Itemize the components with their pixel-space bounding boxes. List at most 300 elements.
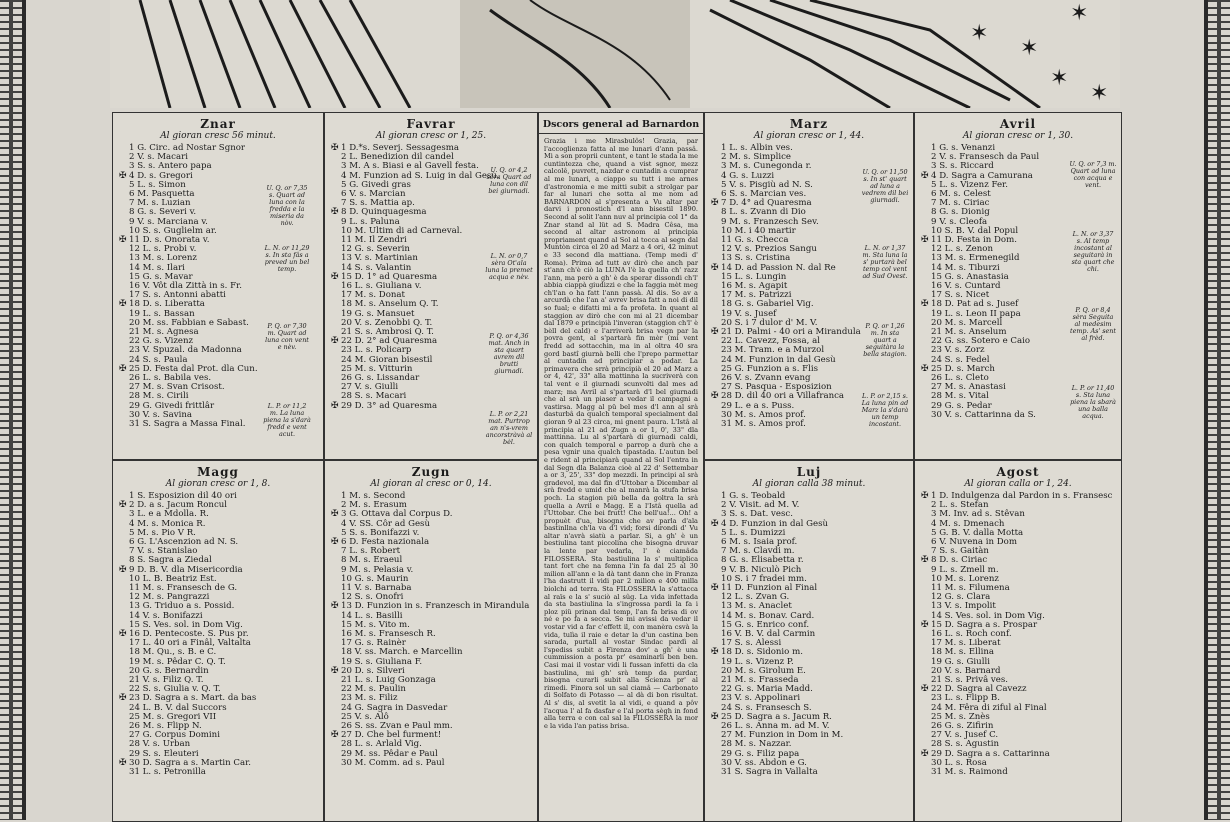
day-text: 26 S. ss. Zvan e Paul mm.	[341, 721, 453, 732]
cross-icon	[921, 602, 931, 611]
cross-icon: ✠	[331, 143, 339, 153]
month-title: Favrar	[406, 117, 456, 131]
cross-icon: ✠	[921, 299, 929, 310]
phase-note: P. Q. or 8,4 sèra Seguita al medesim temp. As' sent al frèd.	[1070, 306, 1116, 342]
cross-icon	[331, 319, 341, 328]
day-text: 1 G. s. Teobald	[721, 491, 786, 501]
day-text: 31 M. s. Amos prof.	[721, 419, 806, 430]
phase-note: L. P. or 11,40 s. Sta luna piena la sbarà una balla acqua.	[1070, 384, 1116, 420]
day-text: 16 V. B. V. dal Carmin	[721, 629, 816, 640]
cross-icon	[331, 759, 341, 768]
day-text: 18 M. s. Anselum Q. T.	[341, 299, 439, 310]
cross-icon	[331, 676, 341, 685]
month-subtitle: Al gioran cresc 56 minut.	[160, 131, 276, 141]
cross-icon: ✠	[331, 336, 339, 347]
day-text: 17 G. s. Rainèr	[341, 638, 406, 649]
day-text: 10 S. s. Guglielm ar.	[129, 225, 217, 236]
cross-icon: ✠	[331, 271, 339, 282]
day-text: 12 S. s. Onofri	[341, 592, 404, 603]
month-panel-magg	[112, 460, 324, 822]
cross-icon	[119, 575, 129, 584]
month-subtitle: Al gioran cresc or 1, 8.	[165, 479, 271, 489]
day-text: 21 S. s. Privâ ves.	[931, 675, 1009, 686]
day-text: 3 G. Ottava dal Corpus D.	[341, 509, 453, 520]
day-text: 20 M. s. Girolum E.	[721, 665, 806, 676]
month-subtitle: Al gioran cresc or 1, 44.	[753, 131, 865, 141]
day-text: 17 L. 40 ori a Finâl, Valtalta	[129, 638, 251, 649]
day-text: 12 M. s. Pangrazzi	[129, 592, 210, 603]
day-text: 26 V. s. Zvann evang	[721, 373, 811, 384]
day-text: 9 V. s. Cleofa	[931, 216, 988, 227]
day-text: 22 G. s. Maria Madd.	[721, 684, 813, 695]
cross-icon	[711, 402, 721, 411]
cross-icon: ✠	[711, 583, 719, 594]
cross-icon	[711, 731, 721, 740]
day-text: 18 M. Qu., s. B. e C.	[129, 647, 217, 658]
day-text: 30 L. s. Rosa	[931, 757, 987, 768]
day-text: 2 M. s. Simplice	[721, 152, 792, 163]
day-text: 26 M. s. Flipp N.	[129, 721, 202, 732]
day-text: 14 S. Ves. sol. in Dom Vig.	[931, 610, 1045, 621]
cross-icon	[921, 319, 931, 328]
day-text: 11 D. Funzion al Final	[721, 583, 818, 594]
cross-icon	[921, 374, 931, 383]
day-text: 30 V. s. Savina	[129, 409, 192, 420]
day-text: 23 L. s. Policarp	[341, 345, 412, 356]
cross-icon	[119, 273, 129, 282]
month-title: Luj	[796, 465, 822, 479]
day-text: 21 M. s. Anselum	[931, 327, 1007, 338]
cross-icon	[119, 602, 129, 611]
day-text: 4 M. Funzion ad S. Luig in dal Gesù.	[341, 170, 500, 181]
cross-icon	[921, 411, 931, 420]
day-text: 15 S. Ves. sol. in Dom Vig.	[129, 619, 243, 630]
day-text: 22 L. Cavezz, Fossa, al	[721, 336, 820, 347]
cross-icon	[119, 658, 129, 667]
right-ornament-border	[1208, 0, 1230, 820]
cross-icon	[711, 667, 721, 676]
month-subtitle: Al gioran calla or 1, 24.	[964, 479, 1072, 489]
day-text: 17 S. s. Antonni abatti	[129, 290, 226, 301]
day-text: 21 D. Palmi - 40 ori a Mirandula	[721, 327, 861, 338]
day-text: 18 D. Pat ad s. Jusef	[931, 299, 1019, 310]
left-ornament-border	[0, 0, 22, 820]
cross-icon	[331, 172, 341, 181]
cross-icon	[331, 556, 341, 565]
day-text: 6 M. s. Celest	[931, 189, 991, 200]
cross-icon	[711, 218, 721, 227]
day-text: 9 V. s. Marciana v.	[129, 216, 208, 227]
day-text: 6 G. L'Ascenzion ad N. S.	[129, 537, 239, 548]
phase-note: L. P. or 2,21 mat. Purtrop an n's-vrem ancorstràvà al bèl.	[485, 410, 533, 446]
day-text: 28 D. dil 40 ori a Villafranca	[721, 391, 845, 402]
cross-icon	[921, 402, 931, 411]
day-text: 26 L. s. Anna m. ad M. V.	[721, 721, 830, 732]
day-text: 12 V. s. Prezios Sangu	[721, 244, 817, 255]
cross-icon	[711, 740, 721, 749]
day-text: 30 M. Comm. ad s. Paul	[341, 757, 445, 768]
day-text: 22 D. 2° ad Quaresma	[341, 336, 438, 347]
day-text: 16 L. s. Giuliana v.	[341, 281, 422, 292]
cross-icon	[331, 750, 341, 759]
cross-icon	[921, 501, 931, 510]
day-text: 24 S. s. Fransesch S.	[721, 702, 812, 713]
day-text: 1 S. Esposizion dil 40 ori	[129, 491, 237, 501]
cross-icon	[921, 337, 931, 346]
day-text: 2 V. Visit. ad M. V.	[721, 500, 800, 511]
cross-icon	[331, 227, 341, 236]
day-text: 14 M. s. Tiburzi	[931, 262, 1000, 273]
day-text: 12 G. s. Clara	[931, 592, 991, 603]
day-text: 24 S. s. Paula	[129, 354, 188, 365]
day-text: 15 M. s. Vito m.	[341, 619, 410, 630]
day-text: 25 G. Funzion a s. Flis	[721, 363, 819, 374]
day-text: 25 D. s. March	[931, 363, 995, 374]
cross-icon	[921, 529, 931, 538]
cross-icon: ✠	[119, 299, 127, 310]
day-text: 8 M. s. Eraeul	[341, 555, 403, 566]
cross-icon: ✠	[711, 262, 719, 273]
day-text: 30 V. ss. Abdon e G.	[721, 757, 807, 768]
day-text: 27 D. Che bel furment!	[341, 730, 442, 741]
day-list	[705, 492, 913, 777]
cross-icon	[921, 639, 931, 648]
day-text: 9 M. s. Pelasia v.	[341, 564, 414, 575]
day-text: 23 M. Tram. e a Murzol	[721, 345, 825, 356]
cross-icon: ✠	[711, 647, 719, 658]
cross-icon: ✠	[711, 391, 719, 402]
day-text: 14 D. ad Passion N. dal Re	[721, 262, 836, 273]
cross-icon	[711, 346, 721, 355]
cross-icon: ✠	[921, 684, 929, 695]
cross-icon	[331, 713, 341, 722]
cross-icon	[921, 310, 931, 319]
cross-icon	[331, 356, 341, 365]
day-text: 21 M. s. Agnesa	[129, 327, 199, 338]
cross-icon: ✠	[711, 711, 719, 722]
cross-icon: ✠	[331, 730, 339, 741]
day-text: 9 V. B. Niculò Pich	[721, 564, 802, 575]
cross-icon	[921, 510, 931, 519]
day-text: 19 S. s. Giuliana F.	[341, 656, 423, 667]
day-text: 29 D. Sagra a s. Cattarinna	[931, 748, 1050, 759]
day-text: 8 D. s. Ciriac	[931, 555, 988, 566]
cross-icon: ✠	[119, 564, 127, 575]
day-text: 25 V. s. Alô	[341, 711, 389, 722]
cross-icon	[921, 190, 931, 199]
phase-note: U. Q. or 11,50 s. In st' quart ad luna a vedrem dil bei giurnadi.	[861, 168, 909, 204]
day-text: 20 S. i 7 dulor d' M. V.	[721, 317, 818, 328]
day-text: 4 D. Funzion in dal Gesù	[721, 518, 829, 529]
cross-icon	[711, 612, 721, 621]
cross-icon	[119, 420, 129, 429]
day-text: 15 D. Sagra a s. Prospar	[931, 619, 1038, 630]
day-text: 6 D. Festa nazionala	[341, 537, 430, 548]
left-inner-rule	[22, 0, 26, 820]
cross-icon	[711, 181, 721, 190]
day-text: 4 M. s. Monica R.	[129, 518, 206, 529]
cross-icon	[119, 337, 129, 346]
day-text: 4 D. s. Gregori	[129, 170, 193, 181]
day-text: 13 S. s. Cristina	[721, 253, 791, 264]
day-text: 29 G. s. Pedar	[931, 400, 992, 411]
day-text: 1 G. s. Venanzi	[931, 143, 996, 153]
cross-icon	[921, 181, 931, 190]
day-text: 22 G. s. Vizenz	[129, 336, 194, 347]
day-text: 10 S. i 7 fradei mm.	[721, 573, 807, 584]
day-text: 25 M. s. Vitturin	[341, 363, 413, 374]
day-text: 23 V. s. Zorz	[931, 345, 985, 356]
cross-icon	[921, 218, 931, 227]
day-text: 4 G. s. Luzzi	[721, 170, 775, 181]
day-text: 10 G. s. Maurin	[341, 573, 409, 584]
cross-icon	[331, 190, 341, 199]
article-title: Dscors general ad Barnardon	[539, 119, 703, 134]
cross-icon	[711, 245, 721, 254]
day-text: 23 D. Sagra a s. Mart. da bas	[129, 693, 257, 704]
cross-icon	[921, 153, 931, 162]
month-title: Zugn	[411, 465, 451, 479]
day-text: 31 L. s. Petronilla	[129, 767, 206, 778]
day-text: 3 S. s. Dat. vesc.	[721, 509, 793, 520]
day-entry	[331, 759, 537, 768]
day-text: 26 G. s. Lissandar	[341, 373, 420, 384]
day-text: 31 M. s. Raimond	[931, 767, 1008, 778]
day-text: 4 D. Sagra a Camurana	[931, 170, 1033, 181]
phase-note: U. Q. or 4,2 sèra Quart ad luna con dil bei giurnadi.	[486, 166, 532, 195]
cross-icon	[711, 630, 721, 639]
day-text: 16 L. s. Roch conf.	[931, 629, 1012, 640]
cross-icon	[119, 383, 129, 392]
cross-icon	[331, 282, 341, 291]
day-text: 5 G. B. V. dalla Motta	[931, 527, 1024, 538]
phase-note: L. N. or 11,29 s. In sta fâs a preved un bel temp.	[264, 244, 310, 273]
cross-icon	[711, 236, 721, 245]
day-text: 28 M. s. Nazzar.	[721, 739, 792, 750]
day-list	[325, 492, 537, 768]
cross-icon	[119, 731, 129, 740]
cross-icon	[921, 392, 931, 401]
article-column	[538, 112, 704, 822]
day-text: 20 V. s. Barnard	[931, 665, 1001, 676]
cross-icon: ✠	[119, 500, 127, 511]
day-text: 21 M. s. Frasseda	[721, 675, 799, 686]
cross-icon	[921, 566, 931, 575]
cross-icon	[119, 402, 129, 411]
day-text: 10 M. i 40 martir	[721, 225, 796, 236]
day-text: 28 S. s. Agustin	[931, 739, 999, 750]
day-text: 18 M. s. Ellina	[931, 647, 994, 658]
day-text: 5 L. s. Dumizzi	[721, 527, 786, 538]
cross-icon	[119, 411, 129, 420]
day-entry	[921, 768, 1121, 777]
day-text: 29 S. s. Eleuteri	[129, 748, 199, 759]
cross-icon: ✠	[711, 327, 719, 338]
day-text: 10 M. s. Lorenz	[931, 573, 999, 584]
day-text: 14 S. s. Valantin	[341, 262, 412, 273]
day-text: 6 V. Nuvena in Dom	[931, 537, 1017, 548]
cross-icon	[921, 245, 931, 254]
cross-icon	[711, 420, 721, 429]
day-text: 9 D. B. V. dla Misericordia	[129, 564, 243, 575]
cross-icon	[119, 639, 129, 648]
cross-icon	[119, 218, 129, 227]
day-text: 19 V. s. Jusef	[721, 308, 777, 319]
day-text: 11 D. s. Onorata v.	[129, 235, 210, 246]
cross-icon	[711, 621, 721, 630]
day-text: 27 S. Pasqua - Esposizion	[721, 382, 832, 393]
cross-icon	[921, 630, 931, 639]
svg-text:✶: ✶	[1020, 36, 1039, 61]
month-panel-agost	[914, 460, 1122, 822]
phase-note: U. Q. or 7,3 m. Quart ad luna con acqua e vent.	[1069, 160, 1117, 189]
day-text: 8 G. s. Severi v.	[129, 207, 197, 218]
cross-icon: ✠	[119, 235, 127, 246]
day-text: 20 M. s. Marcell	[931, 317, 1003, 328]
cross-icon	[331, 648, 341, 657]
cross-icon	[331, 584, 341, 593]
day-text: 2 V. s. Macari	[129, 152, 188, 163]
day-text: 24 L. B. V. dal Succors	[129, 702, 227, 713]
day-text: 29 G. Givedi frittlâr	[129, 400, 215, 411]
day-text: 4 V. SS. Côr ad Gesù	[341, 518, 430, 529]
day-text: 6 M. Pasquetta	[129, 189, 195, 200]
day-entry	[119, 768, 323, 777]
cross-icon	[331, 383, 341, 392]
day-text: 21 L. s. Luig Gonzaga	[341, 675, 436, 686]
cross-icon	[711, 538, 721, 547]
cross-icon	[119, 704, 129, 713]
cross-icon	[331, 300, 341, 309]
day-text: 18 G. s. Gabariel Vig.	[721, 299, 814, 310]
day-text: 23 L. s. Flipp B.	[931, 693, 1000, 704]
cross-icon	[921, 328, 931, 337]
cross-icon	[331, 621, 341, 630]
day-text: 17 M. s. Donat	[341, 290, 405, 301]
cross-icon	[119, 510, 129, 519]
day-text: 16 V. s. Cuntard	[931, 281, 1001, 292]
day-text: 25 D. Sagra a s. Jacum R.	[721, 711, 832, 722]
day-text: 27 M. s. Anastasi	[931, 382, 1006, 393]
day-text: 16 M. s. Agapit	[721, 281, 788, 292]
day-text: 29 M. ss. Pêdar e Paul	[341, 748, 438, 759]
cross-icon	[119, 254, 129, 263]
cross-icon	[921, 768, 931, 777]
day-text: 25 D. Festa dal Prot. dla Cun.	[129, 363, 258, 374]
day-text: 3 S. s. Riccard	[931, 161, 994, 172]
day-text: 5 L. s. Simon	[129, 179, 186, 190]
month-panel-avril	[914, 112, 1122, 460]
cross-icon	[331, 704, 341, 713]
day-text: 26 L. s. Babila ves.	[129, 373, 212, 384]
cross-icon: ✠	[331, 207, 339, 218]
cross-icon	[331, 575, 341, 584]
day-text: 16 V. Vôt dla Zittà in s. Fr.	[129, 281, 242, 292]
cross-icon	[331, 346, 341, 355]
day-text: 27 V. s. Jusef C.	[931, 730, 999, 741]
day-text: 13 M. s. Anaclet	[721, 601, 792, 612]
day-text: 27 M. Funzion in Dom in M.	[721, 730, 844, 741]
cross-icon: ✠	[331, 400, 339, 411]
cross-icon	[331, 181, 341, 190]
day-text: 20 G. s. Bernardin	[129, 665, 209, 676]
day-text: 19 L. s. Bassan	[129, 308, 195, 319]
cross-icon	[921, 254, 931, 263]
cross-icon	[711, 162, 721, 171]
cross-icon: ✠	[921, 491, 929, 501]
cross-icon	[119, 740, 129, 749]
cross-icon	[331, 153, 341, 162]
day-text: 23 V. Spuzal. da Madonna	[129, 345, 242, 356]
cross-icon	[331, 245, 341, 254]
day-text: 15 G. s. Mavar	[129, 271, 193, 282]
day-list	[113, 492, 323, 777]
day-entry	[711, 768, 913, 777]
cross-icon	[921, 648, 931, 657]
cross-icon	[711, 144, 721, 153]
phase-note: L. N. or 3,37 s. Al temp incostant al seguitarà in sta quart che chi.	[1071, 230, 1115, 273]
day-text: 31 S. Sagra a Massa Final.	[129, 419, 246, 430]
cross-icon	[711, 492, 721, 501]
day-text: 24 S. s. Fedel	[931, 354, 990, 365]
month-panel-marz	[704, 112, 914, 460]
phase-note: L. N. or 0,7 sèra Ot'ala luna la premet acqua e nèv.	[485, 252, 533, 281]
phase-note: P. Q. or 4,36 mat. Anch in sta quart avrem dil brutti giurnadi.	[488, 332, 530, 375]
day-text: 19 G. s. Giulli	[931, 656, 990, 667]
day-text: 11 G. s. Checca	[721, 235, 789, 246]
day-text: 13 G. Triduo a s. Possid.	[129, 601, 235, 612]
day-text: 18 V. ss. March. e Marcellin	[341, 647, 463, 658]
day-text: 28 L. s. Arlald Vig.	[341, 739, 422, 750]
day-text: 10 L. B. Beatriz Est.	[129, 573, 217, 584]
day-text: 29 D. 3° ad Quaresma	[341, 400, 438, 411]
cross-icon	[921, 199, 931, 208]
cross-icon	[331, 365, 341, 374]
cross-icon	[711, 172, 721, 181]
phase-note: L. P. or 11,2 m. La luna piena la s'darà fredd e vent acut.	[263, 402, 311, 438]
day-text: 15 G. s. Enrico conf.	[721, 619, 810, 630]
day-text: 13 M. s. Ermenegild	[931, 253, 1020, 264]
day-text: 5 M. s. Pio V R.	[129, 527, 196, 538]
cross-icon	[331, 291, 341, 300]
day-text: 12 G. s. Severin	[341, 244, 410, 255]
cross-icon	[119, 144, 129, 153]
day-text: 20 M. ss. Fabbian e Sabast.	[129, 317, 249, 328]
phase-note: L. P. or 2,15 s. La luna pin ad Marz la s'darà un temp incostant.	[861, 392, 909, 428]
day-text: 28 S. s. Macari	[341, 391, 407, 402]
day-text: 19 L. s. Leon II papa	[931, 308, 1021, 319]
day-text: 29 L. e a s. Puss.	[721, 400, 795, 411]
cross-icon	[331, 612, 341, 621]
day-text: 17 M. s. Patrizzi	[721, 290, 792, 301]
day-text: 27 V. s. Giulli	[341, 382, 399, 393]
cross-icon	[921, 713, 931, 722]
month-title: Marz	[789, 117, 829, 131]
phase-note: P. Q. or 7,30 m. Quart ad luna con vent e nèv.	[265, 322, 309, 351]
cross-icon	[711, 208, 721, 217]
day-text: 1 G. Circ. ad Nostar Sgnor	[129, 143, 246, 153]
cross-icon	[119, 328, 129, 337]
day-text: 30 V. s. Cattarinna da S.	[931, 409, 1036, 420]
cross-icon	[711, 291, 721, 300]
cross-icon: ✠	[921, 235, 929, 246]
day-text: 7 M. s. Clavdi m.	[721, 546, 795, 557]
cross-icon	[711, 602, 721, 611]
day-text: 7 M. s. Ciriac	[931, 198, 990, 209]
cross-icon: ✠	[119, 693, 127, 704]
cross-icon	[711, 310, 721, 319]
day-text: 3 S. s. Antero papa	[129, 161, 212, 172]
